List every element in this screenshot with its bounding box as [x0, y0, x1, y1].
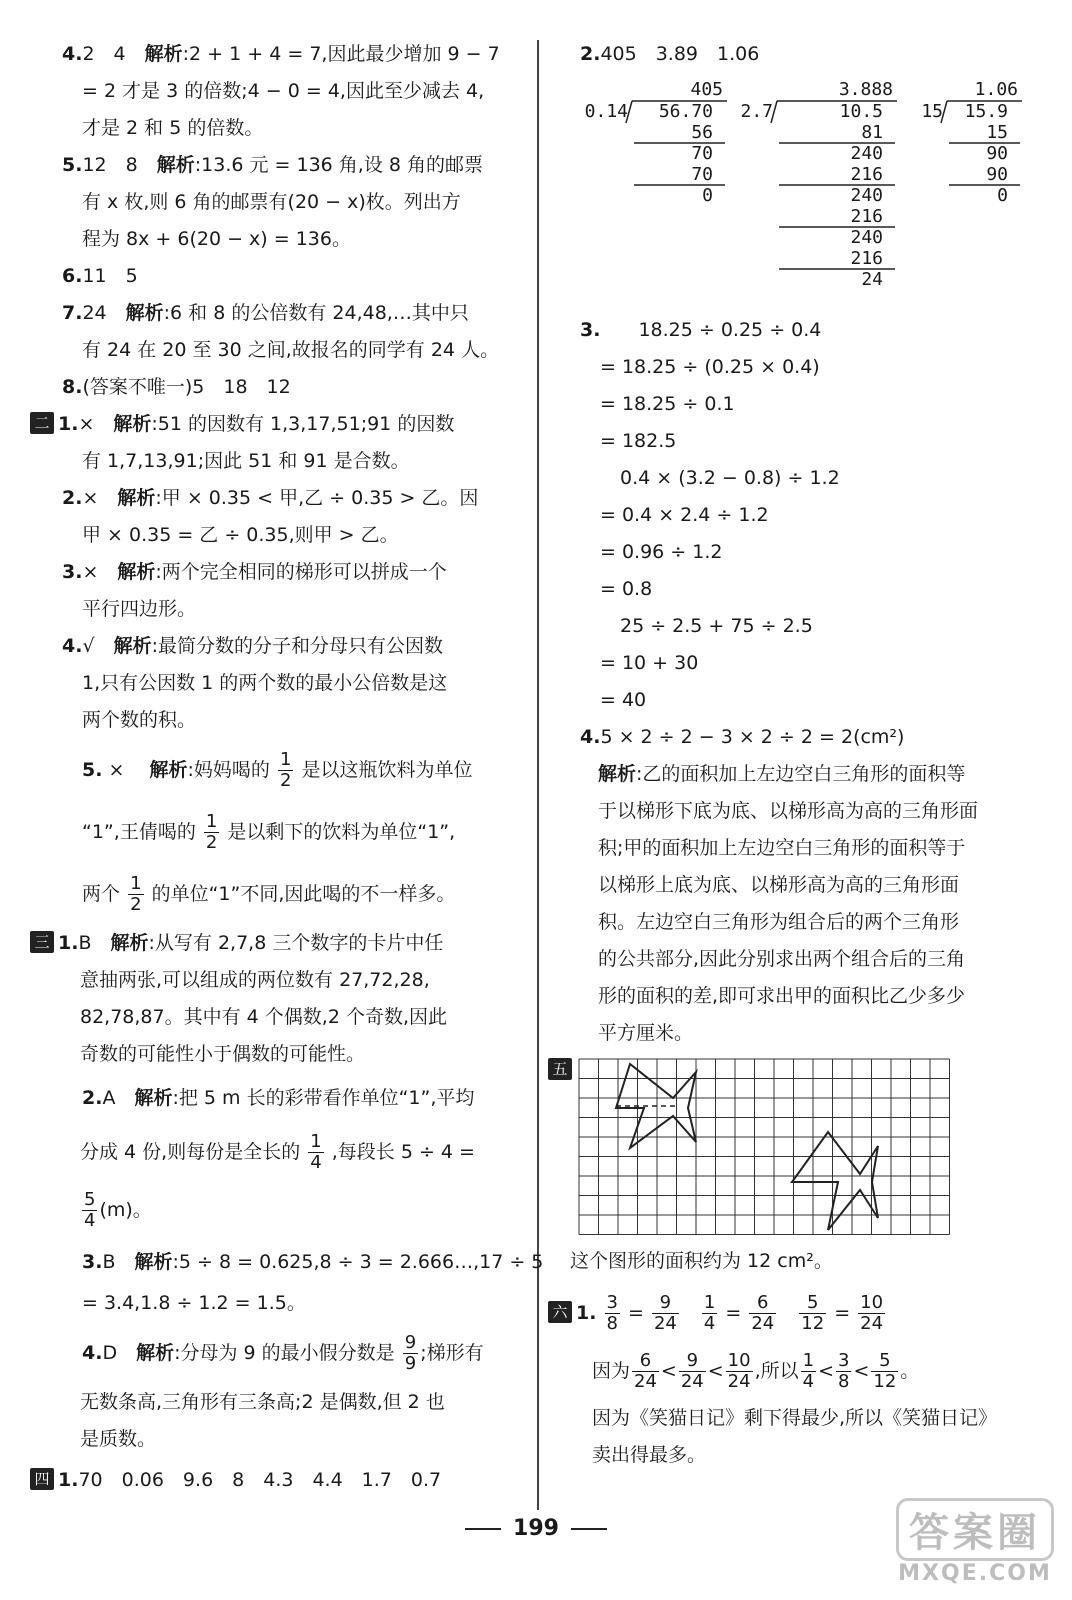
- explanation-line: 积。左边空白三角形为组合后的两个三角形: [598, 911, 960, 933]
- answer-line-l6: 6.11 5: [62, 265, 138, 287]
- answer-line-s2_2a: 2.× 解析:甲 × 0.35 < 甲,乙 ÷ 0.35 > 乙。因: [62, 487, 479, 509]
- division-digit: 240: [850, 227, 883, 248]
- conclusion-line-1: 因为《笑猫日记》剩下得最少,所以《笑猫日记》: [592, 1407, 998, 1429]
- calc-line: = 40: [600, 689, 647, 711]
- division-digit: 90: [986, 164, 1008, 185]
- explanation-line: 形的面积的差,即可求出甲的面积比乙少多少: [598, 985, 966, 1007]
- answer-line-s2_1a: 二 1.× 解析:51 的因数有 1,3,17,51;91 的因数: [30, 406, 520, 443]
- calc-line: = 182.5: [600, 430, 677, 452]
- area-caption: 这个图形的面积约为 12 cm²。: [570, 1250, 833, 1272]
- answer-line-l8: 8.(答案不唯一)5 18 12: [62, 376, 291, 398]
- fraction: $\frac{1}{2}$: [205, 811, 218, 853]
- section-3: [30, 925, 544, 1458]
- explanation-line: 平方厘米。: [598, 1022, 694, 1044]
- answer-line-s2_3b: 平行四边形。: [82, 598, 197, 620]
- fraction-equations: 六 1. $\frac{3}{8}$ = $\frac{9}{24}$ $\frac{1}{4}$ = $\frac{6}{24}$ $\frac{5}{12}$ = $\frac{10}{24}$: [548, 1284, 1048, 1342]
- answer-3-2-line-1: 2.A 解析:把 5 m 长的彩带看作单位“1”,平均: [82, 1087, 475, 1109]
- fraction: $\frac{10}{24}$: [727, 1350, 751, 1392]
- answer-line-s2_4a: 4.√ 解析:最简分数的分子和分母只有公因数: [62, 635, 443, 657]
- division-digit: 240: [850, 185, 883, 206]
- division-digit: 0.14: [584, 101, 628, 122]
- fraction: $\frac{3}{8}$: [838, 1350, 850, 1392]
- answer-line-s2_4c: 两个数的积。: [82, 709, 197, 731]
- division-digit: 15: [921, 101, 943, 122]
- fraction: $\frac{1}{4}$: [802, 1350, 815, 1392]
- answer-2-5-line-1: 5. × 解析:妈妈喝的 $\frac{1}{2}$ 是以这瓶饮料为单位: [82, 749, 473, 791]
- explanation-line: 的公共部分,因此分别求出两个组合后的三角: [598, 948, 966, 970]
- fraction-comparison: 因为 $\frac{6}{24}$ < $\frac{9}{24}$ < $\frac{10}{24}$ ,所以 $\frac{1}{4}$ < $\frac{3}{8}$ < $\frac{5}{12}$ 。: [592, 1350, 920, 1392]
- section-6: [548, 1284, 1048, 1474]
- answer-line-s3_1b: 意抽两张,可以组成的两位数有 27,72,28,: [80, 969, 430, 991]
- answer-line-l4b: = 2 才是 3 的倍数;4 − 0 = 4,因此至少减去 4,: [82, 80, 485, 102]
- section-badge: 六: [548, 1301, 572, 1323]
- calc-line: = 0.4 × 2.4 ÷ 1.2: [600, 504, 769, 526]
- answer-line-s3_1c: 82,78,87。其中有 4 个偶数,2 个奇数,因此: [80, 1006, 447, 1028]
- right-column: [548, 36, 1048, 1474]
- section-badge: 五: [548, 1058, 572, 1080]
- long-division-3: [921, 79, 1022, 206]
- answer-line-l4c: 才是 2 和 5 的倍数。: [82, 117, 264, 139]
- calc-line: 0.4 × (3.2 − 0.8) ÷ 1.2: [620, 467, 840, 489]
- explanation-line: 解析:乙的面积加上左边空白三角形的面积等: [598, 763, 966, 785]
- division-digit: 0: [997, 185, 1008, 206]
- answer-3-4-line-1: 4.D 解析:分母为 9 的最小假分数是 $\frac{9}{9}$ ;梯形有: [82, 1332, 484, 1374]
- division-digit: 405: [690, 79, 723, 100]
- fraction: $\frac{5}{12}$: [801, 1292, 825, 1334]
- answer-r3: [548, 312, 1048, 719]
- division-digit: 240: [850, 143, 883, 164]
- answer-line-l5c: 程为 8x + 6(20 − x) = 136。: [82, 228, 351, 250]
- long-division-work: [548, 75, 1048, 300]
- fraction: $\frac{9}{24}$: [680, 1350, 704, 1392]
- division-digit: 216: [850, 248, 883, 269]
- answer-2-5-line-2: “1”,王倩喝的 $\frac{1}{2}$ 是以剩下的饮料为单位“1”,: [82, 811, 456, 853]
- calc-line: = 0.96 ÷ 1.2: [600, 541, 723, 563]
- fraction: $\frac{1}{4}$: [310, 1131, 322, 1173]
- division-digit: 0: [702, 185, 713, 206]
- fraction: $\frac{10}{24}$: [860, 1292, 884, 1334]
- division-digit: 15: [986, 122, 1008, 143]
- answer-line-s2_4b: 1,只有公因数 1 的两个数的最小公倍数是这: [82, 672, 448, 694]
- fraction: $\frac{5}{12}$: [873, 1350, 897, 1392]
- watermark-logo: 答案圈 MXQE.COM: [896, 1498, 1054, 1586]
- answer-line-s2_1b: 有 1,7,13,91;因此 51 和 91 是合数。: [82, 450, 410, 472]
- long-division-2: [740, 79, 897, 290]
- explanation-line: 积;甲的面积加上左边空白三角形的面积等于: [598, 837, 966, 859]
- explanation-line: 以梯形上底为底、以梯形高为高的三角形面: [598, 874, 960, 896]
- section-4: 四 1.70 0.06 9.6 8 4.3 4.4 1.7 0.7: [30, 1462, 520, 1499]
- calc-line: = 18.25 ÷ 0.1: [600, 393, 735, 415]
- calc-line: = 18.25 ÷ (0.25 × 0.4): [600, 356, 820, 378]
- division-digit: 70: [691, 143, 713, 164]
- fraction: $\frac{6}{24}$: [751, 1292, 775, 1334]
- fraction: $\frac{1}{4}$: [703, 1292, 716, 1334]
- fraction: $\frac{9}{24}$: [653, 1292, 677, 1334]
- division-digit: 216: [850, 164, 883, 185]
- answer-line-s2_2b: 甲 × 0.35 = 乙 ÷ 0.35,则甲 > 乙。: [82, 524, 399, 546]
- section-5: [548, 1058, 1048, 1243]
- answer-3-2-line-3: $\frac{5}{4}$ (m)。: [84, 1189, 152, 1231]
- answer-line-l5b: 有 x 枚,则 6 角的邮票有(20 − x)枚。列出方: [82, 191, 461, 213]
- section-badge: 二: [30, 412, 54, 434]
- division-digit: 56.70: [658, 101, 713, 122]
- answer-2-5-line-3: 两个 $\frac{1}{2}$ 的单位“1”不同,因此喝的不一样多。: [82, 873, 456, 915]
- answer-r4: 4.5 × 2 ÷ 2 − 3 × 2 ÷ 2 = 2(cm²) 解析:乙的面积加上左边空白三角形的面积等 于以梯形下底为底、以梯形高为高的三角形面 积;甲的面积加上左边空白三角形的面积等于 以梯形上底为底、以梯形高为高的三角形面 积。左边空白三角形为组合后的两个三角形 的公共部分,因此分别求出两个组合后的三角 形的面积的差,即可求出甲的面积比乙少多少 平方厘米。: [548, 719, 1048, 1052]
- answer-3-4-line-2: 无数条高,三角形有三条高;2 是偶数,但 2 也: [80, 1391, 445, 1413]
- answer-3-3-line-1: 3.B 解析:5 ÷ 8 = 0.625,8 ÷ 3 = 2.666…,17 ÷ 5: [82, 1251, 544, 1273]
- division-digit: 90: [986, 143, 1008, 164]
- answer-3-2-line-2: 分成 4 份,则每份是全长的 $\frac{1}{4}$ ,每段长 5 ÷ 4 =: [80, 1131, 475, 1173]
- division-digit: 10.5: [839, 101, 883, 122]
- division-digit: 15.9: [964, 101, 1008, 122]
- division-digit: 24: [861, 269, 883, 290]
- section-badge: 四: [30, 1468, 54, 1490]
- answer-3-4-line-3: 是质数。: [80, 1428, 157, 1450]
- answers-section-1: [30, 36, 520, 406]
- left-column: [30, 36, 544, 1499]
- division-digit: 2.7: [740, 101, 773, 122]
- fraction: $\frac{9}{9}$: [404, 1332, 417, 1374]
- answer-line-s3_1d: 奇数的可能性小于偶数的可能性。: [80, 1043, 366, 1065]
- page-number: 199: [0, 1516, 1072, 1541]
- calc-line: 25 ÷ 2.5 + 75 ÷ 2.5: [620, 615, 813, 637]
- fraction: $\frac{1}{2}$: [130, 873, 142, 915]
- answer-line-l7a: 7.24 解析:6 和 8 的公倍数有 24,48,…其中只: [62, 302, 469, 324]
- column-divider: [537, 40, 539, 1510]
- answer-line-s3_1a: 三 1.B 解析:从写有 2,7,8 三个数字的卡片中任: [30, 925, 520, 962]
- calc-line: 3. 18.25 ÷ 0.25 ÷ 0.4: [580, 319, 822, 341]
- division-digit: 216: [850, 206, 883, 227]
- answer-3-3-line-2: = 3.4,1.8 ÷ 1.2 = 1.5。: [82, 1292, 306, 1314]
- section-2: [30, 406, 520, 925]
- fraction: $\frac{3}{8}$: [606, 1292, 618, 1334]
- fraction: $\frac{6}{24}$: [634, 1350, 657, 1392]
- answer-r2: 2.405 3.89 1.06: [580, 43, 760, 65]
- conclusion-line-2: 卖出得最多。: [592, 1444, 707, 1466]
- grid-figure: [578, 1058, 958, 1240]
- answer-line-l4a: 4.2 4 解析:2 + 1 + 4 = 7,因此最少增加 9 − 7: [62, 43, 500, 65]
- answer-line-s2_3a: 3.× 解析:两个完全相同的梯形可以拼成一个: [62, 561, 447, 583]
- long-division-1: [585, 79, 727, 206]
- division-digit: 56: [691, 122, 713, 143]
- fraction: $\frac{1}{2}$: [279, 749, 292, 791]
- answer-line-l7b: 有 24 在 20 至 30 之间,故报名的同学有 24 人。: [82, 339, 500, 361]
- fraction: $\frac{5}{4}$: [84, 1189, 96, 1231]
- division-digit: 81: [861, 122, 883, 143]
- section-badge: 三: [30, 931, 54, 953]
- calc-line: = 10 + 30: [600, 652, 699, 674]
- division-digit: 3.888: [838, 79, 893, 100]
- answer-line-l5a: 5.12 8 解析:13.6 元 = 136 角,设 8 角的邮票: [62, 154, 483, 176]
- calc-line: = 0.8: [600, 578, 653, 600]
- explanation-line: 于以梯形下底为底、以梯形高为高的三角形面: [598, 800, 979, 822]
- division-digit: 70: [691, 164, 713, 185]
- division-digit: 1.06: [974, 79, 1018, 100]
